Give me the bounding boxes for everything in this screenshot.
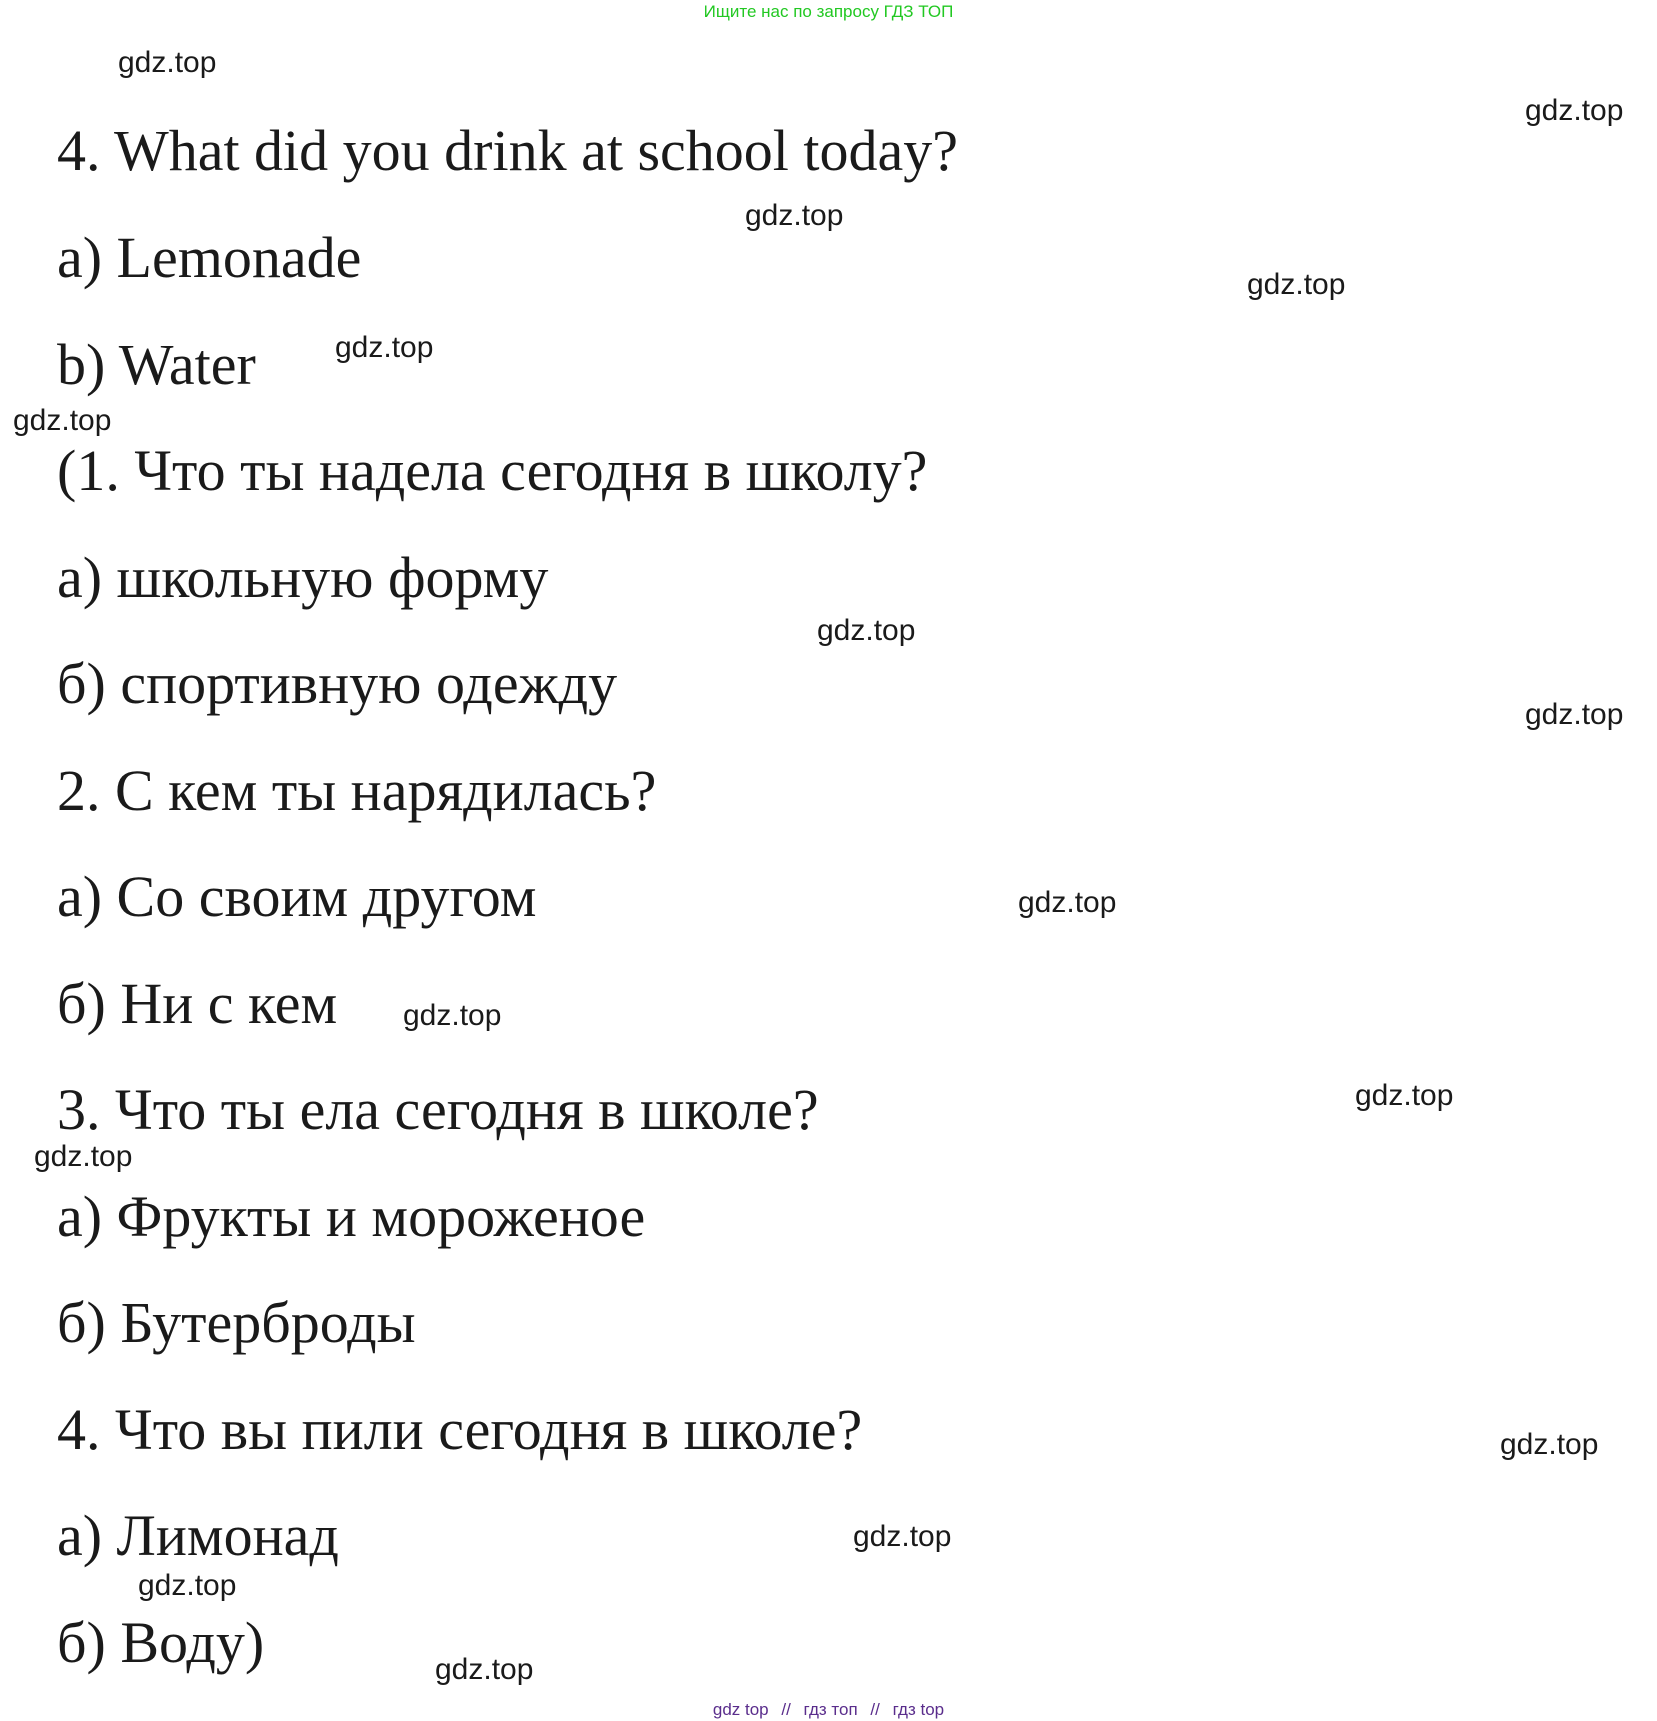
- watermark: gdz.top: [1500, 1428, 1599, 1461]
- top-banner[interactable]: Ищите нас по запросу ГДЗ ТОП: [703, 2, 954, 21]
- question-line: (1. Что ты надела сегодня в школу?: [57, 438, 928, 503]
- watermark: gdz.top: [335, 331, 434, 364]
- answer-line: a) Lemonade: [57, 225, 362, 290]
- question-line: 2. С кем ты нарядилась?: [57, 758, 657, 823]
- answer-line: b) Water: [57, 332, 256, 397]
- question-line: 4. Что вы пили сегодня в школе?: [57, 1397, 863, 1462]
- watermark: gdz.top: [13, 404, 112, 437]
- question-line: 4. What did you drink at school today?: [57, 118, 958, 183]
- watermark: gdz.top: [138, 1569, 237, 1602]
- answer-line: а) школьную форму: [57, 545, 549, 610]
- watermark: gdz.top: [817, 614, 916, 647]
- footer-separator: //: [781, 1700, 791, 1719]
- watermark: gdz.top: [1018, 886, 1117, 919]
- answer-line: а) Со своим другом: [57, 864, 537, 929]
- watermark: gdz.top: [1525, 94, 1624, 127]
- answer-line: б) спортивную одежду: [57, 651, 618, 716]
- watermark: gdz.top: [34, 1140, 133, 1173]
- watermark: gdz.top: [1355, 1079, 1454, 1112]
- watermark: gdz.top: [435, 1653, 534, 1686]
- answer-line: б) Воду): [57, 1610, 265, 1675]
- footer-link[interactable]: gdz top: [712, 1700, 769, 1719]
- watermark: gdz.top: [1525, 698, 1624, 731]
- watermark: gdz.top: [853, 1520, 952, 1553]
- footer-links: [0, 1700, 1657, 1720]
- footer-link[interactable]: гдз топ: [803, 1700, 858, 1719]
- answer-line: а) Фрукты и мороженое: [57, 1184, 646, 1249]
- footer-separator: //: [870, 1700, 880, 1719]
- answer-line: б) Бутерброды: [57, 1290, 416, 1355]
- answer-line: б) Ни с кем: [57, 971, 338, 1036]
- answer-line: а) Лимонад: [57, 1503, 339, 1568]
- watermark: gdz.top: [1247, 268, 1346, 301]
- question-line: 3. Что ты ела сегодня в школе?: [57, 1077, 819, 1142]
- watermark: gdz.top: [745, 199, 844, 232]
- watermark: gdz.top: [118, 46, 217, 79]
- footer-link[interactable]: гдз top: [892, 1700, 945, 1719]
- watermark: gdz.top: [403, 999, 502, 1032]
